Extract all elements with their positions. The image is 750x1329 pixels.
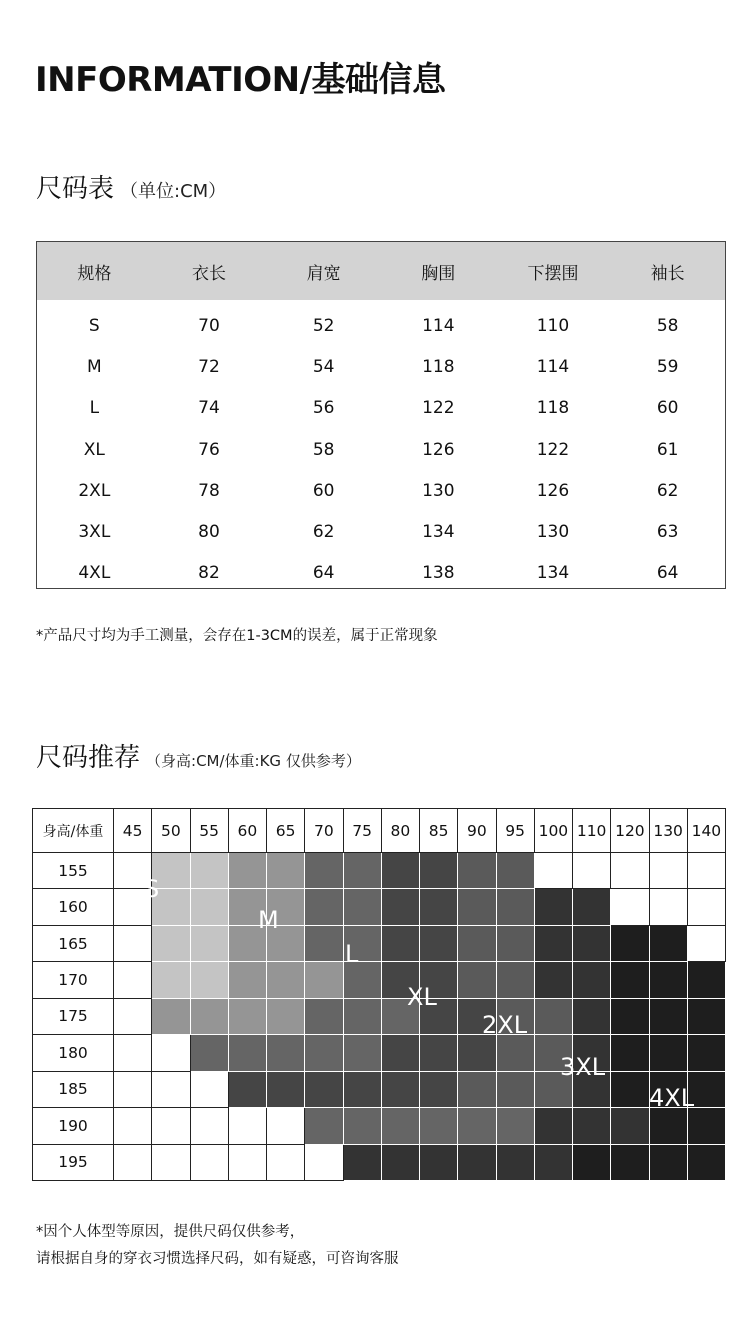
size-cell-2xl — [534, 998, 572, 1034]
size-cell-4xl — [649, 1144, 687, 1181]
height-row — [33, 925, 726, 961]
size-zone-label-m: M — [258, 906, 279, 934]
size-cell-l — [343, 1035, 381, 1071]
size-cell-m — [267, 853, 305, 889]
size-chart-cell: 2XL — [78, 480, 111, 501]
size-chart-cell: 138 — [422, 563, 455, 584]
size-cell-2xl — [458, 1071, 496, 1107]
empty-cell — [687, 889, 725, 925]
size-chart-cell: M — [86, 356, 102, 377]
size-chart-cell: 59 — [656, 356, 679, 377]
size-chart-cell: 114 — [536, 356, 570, 377]
size-cell-l — [305, 889, 343, 925]
size-cell-4xl — [687, 1108, 725, 1144]
recommendation-heading — [36, 737, 361, 774]
size-chart-cell: 118 — [536, 398, 570, 419]
size-cell-4xl — [649, 1035, 687, 1071]
size-chart-cell: 126 — [536, 480, 570, 501]
size-chart-cell: 80 — [198, 522, 220, 543]
size-zone-label-2xl: 2XL — [482, 1011, 528, 1039]
size-chart-header-row — [37, 242, 725, 300]
size-zone-label-4xl: 4XL — [649, 1084, 695, 1112]
size-chart-cell: L — [89, 398, 100, 419]
size-cell-xl — [381, 889, 419, 925]
size-cell-xl — [305, 1071, 343, 1107]
size-cell-s — [152, 925, 190, 961]
height-label: 170 — [33, 962, 114, 998]
size-chart-column-header: 衣长 — [152, 242, 267, 300]
size-cell-s — [190, 889, 228, 925]
size-cell-xl — [420, 925, 458, 961]
size-zone-label-3xl: 3XL — [560, 1053, 606, 1081]
weight-header: 55 — [190, 809, 228, 853]
size-cell-4xl — [611, 1071, 649, 1107]
size-cell-xl — [381, 1035, 419, 1071]
size-chart-cell: 64 — [312, 563, 335, 584]
size-cell-m — [228, 853, 266, 889]
empty-cell — [649, 889, 687, 925]
size-chart-heading — [36, 168, 226, 205]
empty-cell — [114, 998, 152, 1034]
size-cell-2xl — [496, 1071, 534, 1107]
weight-header: 85 — [420, 809, 458, 853]
size-cell-4xl — [649, 925, 687, 961]
size-chart-cell: S — [88, 315, 100, 336]
size-chart-table — [36, 241, 726, 589]
size-cell-3xl — [458, 1144, 496, 1181]
size-cell-s — [190, 962, 228, 998]
size-chart-column-header: 肩宽 — [266, 242, 381, 300]
size-chart-cell: XL — [83, 439, 105, 460]
empty-cell — [649, 853, 687, 889]
size-chart-cell: 130 — [536, 522, 570, 543]
weight-header: 120 — [611, 809, 649, 853]
weight-header: 140 — [687, 809, 725, 853]
size-chart-cell: 76 — [198, 439, 220, 460]
page-title: INFORMATION/基础信息 — [35, 60, 446, 100]
height-row — [33, 889, 726, 925]
size-cell-2xl — [458, 889, 496, 925]
size-cell-l — [228, 1035, 266, 1071]
size-cell-l — [496, 1108, 534, 1144]
size-chart-column-header: 胸围 — [381, 242, 496, 300]
empty-cell — [114, 1071, 152, 1107]
height-label: 180 — [33, 1035, 114, 1071]
size-cell-xl — [267, 1071, 305, 1107]
size-recommendation-grid — [32, 808, 726, 1181]
size-cell-m — [228, 998, 266, 1034]
size-cell-4xl — [687, 998, 725, 1034]
size-cell-m — [305, 962, 343, 998]
size-cell-2xl — [458, 925, 496, 961]
size-cell-4xl — [687, 1144, 725, 1181]
size-cell-m — [228, 962, 266, 998]
empty-cell — [190, 1108, 228, 1144]
size-chart-cell: 126 — [422, 439, 455, 460]
empty-cell — [687, 853, 725, 889]
size-chart-row — [37, 553, 725, 594]
height-label: 165 — [33, 925, 114, 961]
height-label: 195 — [33, 1144, 114, 1181]
size-chart-cell: 122 — [422, 398, 455, 419]
size-cell-l — [305, 853, 343, 889]
weight-header: 110 — [573, 809, 611, 853]
size-cell-4xl — [611, 1035, 649, 1071]
size-cell-l — [305, 925, 343, 961]
size-chart-row — [37, 388, 725, 429]
height-label: 155 — [33, 853, 114, 889]
height-label: 190 — [33, 1108, 114, 1144]
size-cell-l — [343, 1108, 381, 1144]
empty-cell — [152, 1108, 190, 1144]
size-chart-cell: 3XL — [78, 522, 111, 543]
weight-header: 50 — [152, 809, 190, 853]
size-chart-cell: 118 — [422, 356, 455, 377]
size-chart-row — [37, 511, 725, 552]
size-cell-2xl — [496, 962, 534, 998]
height-label: 160 — [33, 889, 114, 925]
size-cell-s — [152, 962, 190, 998]
size-cell-l — [305, 998, 343, 1034]
size-chart-row — [37, 429, 725, 470]
size-cell-3xl — [573, 998, 611, 1034]
size-cell-4xl — [611, 1144, 649, 1181]
corner-label: 身高/体重 — [33, 809, 114, 853]
size-cell-l — [305, 1108, 343, 1144]
empty-cell — [114, 1035, 152, 1071]
size-chart-cell: 54 — [312, 356, 335, 377]
size-chart-row — [37, 346, 725, 387]
height-label: 185 — [33, 1071, 114, 1107]
size-cell-3xl — [573, 1108, 611, 1144]
size-cell-4xl — [687, 962, 725, 998]
height-row — [33, 1035, 726, 1071]
size-chart-cell: 62 — [656, 480, 679, 501]
weight-header: 65 — [267, 809, 305, 853]
size-chart-cell: 60 — [312, 480, 335, 501]
weight-header: 70 — [305, 809, 343, 853]
size-cell-s — [190, 925, 228, 961]
size-chart-cell: 58 — [656, 315, 679, 336]
size-cell-xl — [420, 1071, 458, 1107]
size-chart-cell: 78 — [198, 480, 220, 501]
size-cell-4xl — [649, 962, 687, 998]
size-chart-cell: 62 — [312, 522, 335, 543]
size-chart-unit: （单位:CM） — [120, 181, 227, 202]
size-chart-column-header: 规格 — [37, 242, 152, 300]
size-cell-l — [458, 1108, 496, 1144]
empty-cell — [305, 1144, 343, 1181]
size-chart-cell: 70 — [198, 315, 220, 336]
size-cell-4xl — [611, 925, 649, 961]
size-cell-l — [343, 889, 381, 925]
height-row — [33, 962, 726, 998]
size-cell-m — [190, 998, 228, 1034]
empty-cell — [267, 1144, 305, 1181]
size-cell-4xl — [611, 998, 649, 1034]
empty-cell — [152, 1035, 190, 1071]
size-cell-3xl — [573, 889, 611, 925]
size-chart-cell: 58 — [312, 439, 335, 460]
recommendation-note-line-1: *因个人体型等原因，提供尺码仅供参考， — [36, 1224, 305, 1240]
size-chart-cell: 134 — [536, 563, 570, 584]
size-zone-label-xl: XL — [407, 983, 437, 1011]
size-cell-3xl — [573, 962, 611, 998]
size-chart-cell: 60 — [656, 398, 679, 419]
size-chart-row — [37, 300, 725, 346]
size-chart-title: 尺码表 — [36, 174, 115, 204]
size-cell-l — [267, 1035, 305, 1071]
empty-cell — [114, 1108, 152, 1144]
size-cell-xl — [420, 1035, 458, 1071]
size-cell-3xl — [573, 925, 611, 961]
size-cell-3xl — [534, 925, 572, 961]
size-chart-column-header: 下摆围 — [496, 242, 611, 300]
size-cell-xl — [381, 1071, 419, 1107]
height-row — [33, 853, 726, 889]
weight-header: 100 — [534, 809, 572, 853]
size-chart-cell: 56 — [312, 398, 335, 419]
recommendation-subtitle: （身高:CM/体重:KG 仅供参考） — [146, 752, 361, 770]
size-chart-cell: 61 — [656, 439, 679, 460]
weight-header: 90 — [458, 809, 496, 853]
empty-cell — [190, 1071, 228, 1107]
size-cell-2xl — [496, 1035, 534, 1071]
recommendation-title: 尺码推荐 — [36, 743, 141, 773]
height-row — [33, 998, 726, 1034]
size-cell-xl — [420, 853, 458, 889]
size-cell-xl — [420, 889, 458, 925]
height-row — [33, 1144, 726, 1181]
height-row — [33, 1108, 726, 1144]
size-cell-2xl — [496, 853, 534, 889]
recommendation-note-line-2: 请根据自身的穿衣习惯选择尺码，如有疑惑，可咨询客服 — [36, 1251, 399, 1267]
size-chart-cell: 63 — [656, 522, 679, 543]
empty-cell — [114, 962, 152, 998]
size-cell-3xl — [496, 1144, 534, 1181]
size-chart-cell: 82 — [198, 563, 220, 584]
size-cell-xl — [381, 925, 419, 961]
size-cell-3xl — [534, 889, 572, 925]
size-chart-cell: 52 — [312, 315, 335, 336]
empty-cell — [611, 853, 649, 889]
empty-cell — [152, 1071, 190, 1107]
size-cell-3xl — [343, 1144, 381, 1181]
size-cell-l — [343, 853, 381, 889]
size-chart-cell: 64 — [656, 563, 679, 584]
weight-header: 60 — [228, 809, 266, 853]
size-cell-4xl — [649, 998, 687, 1034]
size-cell-xl — [381, 853, 419, 889]
size-cell-4xl — [687, 1035, 725, 1071]
weight-header: 130 — [649, 809, 687, 853]
size-zone-label-s: S — [144, 875, 160, 903]
size-chart-column-header: 袖长 — [610, 242, 725, 300]
size-chart-cell: 110 — [536, 315, 570, 336]
weight-header: 95 — [496, 809, 534, 853]
empty-cell — [534, 853, 572, 889]
size-cell-l — [305, 1035, 343, 1071]
empty-cell — [573, 853, 611, 889]
weight-header-row — [33, 809, 726, 853]
size-cell-l — [343, 998, 381, 1034]
weight-header: 45 — [114, 809, 152, 853]
empty-cell — [687, 925, 725, 961]
size-cell-2xl — [458, 853, 496, 889]
empty-cell — [228, 1144, 266, 1181]
size-cell-l — [381, 1108, 419, 1144]
size-cell-4xl — [649, 1108, 687, 1144]
size-zone-label-l: L — [345, 940, 359, 968]
size-cell-s — [190, 853, 228, 889]
size-cell-3xl — [534, 962, 572, 998]
size-cell-m — [152, 998, 190, 1034]
weight-header: 75 — [343, 809, 381, 853]
empty-cell — [267, 1108, 305, 1144]
height-label: 175 — [33, 998, 114, 1034]
size-cell-3xl — [534, 1144, 572, 1181]
size-chart-cell: 134 — [422, 522, 455, 543]
size-chart-cell: 72 — [198, 356, 220, 377]
size-chart-row — [37, 470, 725, 511]
size-cell-3xl — [534, 1108, 572, 1144]
size-cell-3xl — [611, 1108, 649, 1144]
empty-cell — [611, 889, 649, 925]
empty-cell — [228, 1108, 266, 1144]
size-cell-l — [420, 1108, 458, 1144]
size-chart-cell: 122 — [536, 439, 570, 460]
size-chart-cell: 130 — [422, 480, 455, 501]
weight-header: 80 — [381, 809, 419, 853]
empty-cell — [190, 1144, 228, 1181]
size-chart-cell: 4XL — [78, 563, 111, 584]
height-row — [33, 1071, 726, 1107]
size-cell-xl — [458, 1035, 496, 1071]
empty-cell — [114, 925, 152, 961]
size-cell-xl — [228, 1071, 266, 1107]
size-cell-xl — [343, 1071, 381, 1107]
size-cell-2xl — [496, 925, 534, 961]
size-cell-l — [190, 1035, 228, 1071]
empty-cell — [152, 1144, 190, 1181]
size-cell-4xl — [573, 1144, 611, 1181]
size-cell-3xl — [381, 1144, 419, 1181]
size-chart-cell: 74 — [198, 398, 220, 419]
size-cell-3xl — [420, 1144, 458, 1181]
empty-cell — [114, 1144, 152, 1181]
size-cell-2xl — [458, 962, 496, 998]
size-cell-4xl — [611, 962, 649, 998]
size-cell-m — [267, 962, 305, 998]
size-cell-2xl — [496, 889, 534, 925]
size-cell-m — [267, 998, 305, 1034]
size-chart-cell: 114 — [422, 315, 455, 336]
size-chart-note: *产品尺寸均为手工测量，会存在1-3CM的误差，属于正常现象 — [36, 628, 438, 644]
